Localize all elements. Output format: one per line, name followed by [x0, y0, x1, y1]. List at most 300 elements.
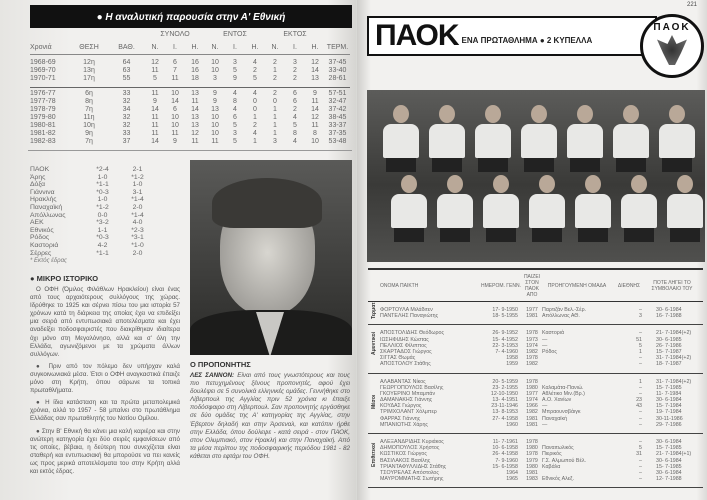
player-group	[368, 434, 703, 488]
player-cell: 1973	[526, 336, 538, 343]
table-cell: 2	[273, 59, 277, 66]
table-cell: 9	[153, 98, 157, 105]
table-cell: 11	[171, 75, 179, 82]
player-cell: 30- 6-1984	[656, 439, 682, 445]
result-cell: 1-1	[97, 226, 108, 234]
player-cell: 22- 3-1953	[492, 342, 518, 349]
result-cell: Εθνικός	[30, 226, 54, 234]
table-cell: 11	[151, 90, 159, 97]
table-cell: 5	[233, 122, 237, 129]
result-cell: *3-1	[131, 234, 144, 242]
player-cell: 13- 4-1951	[492, 397, 518, 404]
player-row	[380, 361, 703, 367]
table-cell: 11	[311, 122, 319, 129]
player-cell: –	[639, 469, 642, 476]
result-row	[30, 174, 155, 182]
player-cell: 31	[636, 451, 642, 458]
result-cell: *1-4	[131, 211, 144, 219]
player-row	[380, 476, 703, 482]
table-cell: 9	[173, 138, 177, 145]
column-header: Ι.	[233, 44, 237, 51]
column-header: ΗΜΕΡΟΜ. ΓΕΝΝ.	[481, 282, 521, 289]
table-cell: 53-48	[328, 138, 347, 145]
table-cell: 11	[311, 98, 319, 105]
column-header: ΘΕΣΗ	[79, 44, 99, 51]
result-cell: Δόξα	[30, 181, 46, 189]
group-away: ΕΚΤΟΣ	[283, 31, 307, 38]
coach-text: Είναι από τους γνωστότερους και τους πιο πετυχημένους ξένους προπονητές, αφού έχει δουλέψει σε 5 συνολικά ελληνικές ομάδες. Γεννήθηκε στο Λίβερπουλ της Αγγλίας πριν 52 χρόνια κι έπαιξε ποδόσφαιρο στη Λίβερπουλ. Σαν προπονητής εργάσθηκε σε δύο ομάδες της Α' κατηγορίας της Αγγλίας, στην Έβερτον δηλαδή και στην Άρσεναλ, και κατόπιν ήρθε στην Ελλάδα, όπου δούλεψε - κατά σειρά - στον ΠΑΟΚ, στον Ολυμπιακό, στον Ηρακλή και στην Παναχαϊκή. Από τα μέσα περίπου της ποδοσφαιρικής περιόδου 1981 - 82 κάθεται στο εφτάρι του ΟΦΗ.	[190, 372, 351, 460]
result-row	[30, 189, 155, 197]
table-cell: 10	[211, 59, 219, 66]
right-page	[357, 0, 707, 500]
player-cell: ΔΑΜΑΝΑΚΗΣ Γιάννης	[380, 397, 433, 404]
table-row	[30, 138, 350, 146]
player-cell: ΦΟΡΤΟΥΛΑ Μιλάδιτεν	[380, 307, 433, 313]
table-cell: 32	[122, 98, 131, 105]
result-cell: 4-0	[132, 219, 143, 227]
player-figure	[574, 175, 612, 262]
player-cell: ΠΑΝΤΕΛΗΣ Παναγιώτης	[380, 313, 439, 320]
result-row	[30, 166, 155, 174]
player-cell: 1980	[526, 445, 538, 452]
player-cell: 20- 5-1959	[492, 378, 518, 385]
player-cell: 30-11-1986	[656, 415, 683, 422]
player-group	[368, 325, 703, 373]
player-cell: ΙΩΣΗΦΙΔΗΣ Κώστας	[380, 336, 429, 343]
logo-text: ΠΑΟΚ	[653, 22, 691, 33]
player-cell: ΤΡΙΜΧΟΛΑΝΤ Χόλμπερ	[380, 409, 437, 416]
table-cell: 1	[273, 130, 277, 137]
player-cell: —	[542, 403, 548, 410]
table-cell: 34	[122, 106, 131, 113]
result-row	[30, 196, 155, 204]
table-cell: 0	[273, 98, 277, 105]
table-row	[30, 75, 350, 83]
table-cell: 7η	[85, 106, 93, 113]
team-title: ΠΑΟΚ	[375, 19, 459, 52]
player-cell: 15- 7-1985	[656, 445, 682, 452]
player-cell: 7- 4-1960	[495, 348, 518, 355]
history-paragraph: ● Στην Β' Εθνική θα κάνει μια καλή καριέρα και στην ανώτερη κατηγορία έχει δύο σειρές εμφανίσεων από τις οποίες, βέβαια, η δεύτερη που συνεχίζεται είναι σταθερή και εντυπωσιακή θα μπορούσε να πει κανείς ως προς μερικά αποτελέσματα του στην Κρήτη αλλά και εκτός έδρας.	[30, 427, 180, 475]
table-cell: 10η	[83, 122, 95, 129]
player-cell: –	[639, 361, 642, 368]
table-cell: 1978-79	[30, 106, 56, 113]
player-cell: 18- 7-1987	[656, 361, 682, 368]
table-cell: 28-61	[328, 75, 347, 82]
player-cell: –	[639, 355, 642, 362]
table-cell: 4	[253, 90, 257, 97]
player-cell: 1981	[526, 421, 538, 428]
result-cell: Γιάννινα	[30, 188, 55, 196]
player-cell: 1959	[506, 361, 518, 368]
table-cell: 32-47	[328, 98, 347, 105]
player-cell: 1982	[526, 361, 538, 368]
history-text	[30, 286, 180, 480]
table-cell: 55	[122, 75, 131, 82]
player-group	[368, 302, 703, 325]
table-cell: 32	[122, 122, 131, 129]
paok-logo	[640, 14, 704, 78]
player-cell	[542, 361, 612, 367]
player-cell: 15- 7-1984	[656, 403, 682, 410]
player-cell: Καστοριά	[542, 330, 565, 337]
result-cell: 2-0	[132, 203, 143, 211]
player-cell: 1978	[526, 355, 538, 362]
column-header: ΠΡΟΗΓΟΥΜΕΝΗ ΟΜΑΔΑ	[547, 282, 607, 289]
table-cell: 5	[293, 122, 297, 129]
player-cell: 30- 6-1984	[656, 457, 682, 464]
result-cell: ΠΑΟΚ	[30, 166, 50, 173]
result-row	[30, 219, 155, 227]
column-header: Η.	[191, 44, 199, 51]
table-cell: 1	[273, 106, 277, 113]
player-cell: 12-10-1950	[490, 390, 518, 397]
table-cell: 1979-80	[30, 114, 56, 121]
table-cell: 2	[293, 75, 297, 82]
table-cell: 1968-69	[30, 59, 56, 66]
table-cell: 5	[233, 67, 237, 74]
table-row	[30, 130, 350, 138]
table-cell: 4	[293, 138, 297, 145]
players-table	[368, 268, 703, 488]
player-cell: ΤΣΟΥΡΕΛΑΣ Απόστολος	[380, 469, 439, 476]
table-cell: 6	[293, 98, 297, 105]
player-row	[380, 313, 703, 319]
player-cell: 7- 9-1960	[495, 457, 518, 464]
player-cell: 26- 7-1986	[656, 342, 682, 349]
table-cell: 3	[293, 59, 297, 66]
player-cell: ΓΚΟΥΕΡΙΝΟ Μπαμπάν	[380, 390, 436, 397]
table-cell: 6	[173, 59, 177, 66]
group-home: ΕΝΤΟΣ	[223, 31, 247, 38]
table-cell: 9	[213, 98, 217, 105]
column-header: Ν.	[271, 44, 279, 51]
player-cell: 1965	[506, 476, 518, 483]
player-cell: –	[639, 421, 642, 428]
table-row	[30, 122, 350, 130]
table-cell: 1	[273, 122, 277, 129]
player-cell: —	[542, 342, 548, 349]
table-cell: 2	[253, 122, 257, 129]
player-cell: –	[639, 415, 642, 422]
player-cell: 23- 2-1955	[492, 384, 518, 391]
table-cell: 4	[233, 106, 237, 113]
table-cell: 10	[211, 130, 219, 137]
player-cell: —	[542, 336, 548, 343]
result-cell: Άρης	[30, 173, 46, 181]
column-header: ΒΑΘ.	[118, 44, 135, 51]
eagle-icon	[657, 35, 687, 65]
table-cell: 14	[151, 106, 159, 113]
table-cell: 11	[191, 98, 199, 105]
player-cell: –	[639, 409, 642, 416]
table-cell: 10	[171, 122, 179, 129]
player-cell: 1980	[526, 463, 538, 470]
player-cell: –	[639, 390, 642, 397]
player-cell: 3	[639, 313, 642, 320]
player-cell: ΑΛΕΞΑΝΔΡΙΔΗΣ Κυριάκος	[380, 439, 444, 445]
table-cell: 38-45	[328, 114, 347, 121]
player-cell: 16- 7-1988	[656, 313, 682, 320]
player-cell: 31- 7-1984(+2)	[656, 378, 692, 385]
player-cell: 1	[639, 348, 642, 355]
column-header: ΟΝΟΜΑ ΠΑΙΚΤΗ	[380, 282, 419, 289]
result-cell: Ρόδος	[30, 234, 50, 242]
table-cell: 13	[191, 122, 199, 129]
column-header: ΤΕΡΜ.	[326, 44, 349, 51]
table-cell: 33-40	[328, 67, 347, 74]
player-cell: 1978	[526, 451, 538, 458]
table-cell: 11η	[83, 114, 95, 121]
player-cell: ΜΠΑΝΙΩΤΗΣ Χάρης	[380, 421, 428, 428]
player-cell: 19- 7-1984	[656, 409, 682, 416]
column-header: Ι.	[293, 44, 297, 51]
page-number: 221	[686, 2, 697, 8]
player-cell: 1966	[526, 403, 538, 410]
table-cell: 11	[211, 138, 219, 145]
player-cell: 1958	[506, 355, 518, 362]
table-cell: 3	[233, 130, 237, 137]
table-cell: 37-42	[328, 106, 347, 113]
player-cell: Αθλέτικο Μιν.(Βρ.)	[542, 390, 585, 397]
table-cell: 7	[173, 67, 177, 74]
player-figure	[620, 175, 658, 262]
player-figure	[528, 175, 566, 262]
player-cell: –	[639, 307, 642, 313]
player-row	[380, 422, 703, 428]
table-cell: 4	[293, 114, 297, 121]
result-cell: 2-0	[132, 249, 143, 257]
table-cell: 6η	[85, 90, 93, 97]
table-row	[30, 114, 350, 122]
table-cell: 6	[293, 90, 297, 97]
column-header: Η.	[311, 44, 319, 51]
player-cell: 15- 7-1985	[656, 463, 682, 470]
player-cell: Παναιτωλικός	[542, 445, 574, 452]
player-cell: 12- 7-1988	[656, 476, 682, 483]
table-cell: 3	[273, 138, 277, 145]
column-header: ΔΙΕΘΝΗΣ	[617, 282, 641, 289]
player-cell: ΑΠΟΣΤΟΛΙΔΗΣ Θεόδωρος	[380, 330, 445, 337]
player-cell: 21- 7-1984(+2)	[656, 330, 692, 337]
table-cell: 1	[253, 138, 257, 145]
table-row	[30, 98, 350, 106]
player-cell: Καβάλα	[542, 463, 561, 470]
table-cell: 11	[171, 130, 179, 137]
table-cell: 3	[233, 59, 237, 66]
title-box	[367, 16, 657, 56]
result-cell: *0-3	[96, 234, 109, 242]
column-header: Ν.	[151, 44, 159, 51]
result-cell: Ηρακλής	[30, 196, 57, 204]
player-cell: 11- 7-1984	[656, 390, 682, 397]
table-cell: 14	[311, 106, 319, 113]
player-cell: 1982	[526, 348, 538, 355]
result-cell: Παναχαϊκή	[30, 203, 63, 211]
result-cell: *0-3	[96, 188, 109, 196]
player-cell: 18- 5-1955	[492, 313, 518, 320]
table-cell: 8η	[85, 98, 93, 105]
table-cell: 33	[122, 90, 131, 97]
player-cell: 1	[639, 378, 642, 385]
table-cell: 1969-70	[30, 67, 56, 74]
result-cell: 1-0	[97, 173, 108, 181]
table-cell: 9	[233, 75, 237, 82]
player-cell: 1974	[526, 342, 538, 349]
player-cell: 15- 6-1958	[492, 463, 518, 470]
player-cell: 21- 7-1984(+1)	[656, 451, 692, 458]
table-cell: 1	[273, 67, 277, 74]
player-cell: 23-11-1946	[491, 403, 518, 410]
table-cell: 13	[191, 114, 199, 121]
table-cell: 13	[191, 90, 199, 97]
table-cell: 13η	[83, 67, 95, 74]
column-header: Ν.	[211, 44, 219, 51]
player-cell: 51	[636, 336, 642, 343]
table-cell: 8	[233, 98, 237, 105]
table-cell: 1977-78	[30, 98, 56, 105]
player-cell: Καλαμάτα-Πανιώ.	[542, 384, 584, 391]
player-cell: 1981	[526, 469, 538, 476]
team-photo	[367, 90, 705, 262]
player-cell: Εθνικός Αλεξ.	[542, 476, 574, 483]
player-cell: 27- 4-1958	[492, 415, 518, 422]
table-cell: 12	[311, 59, 319, 66]
table-cell: 2	[293, 106, 297, 113]
table-cell: 5	[153, 75, 157, 82]
player-cell: 30- 6-1984	[656, 307, 682, 313]
player-cell: 23	[636, 397, 642, 404]
table-cell: 4	[253, 59, 257, 66]
coach-bio	[190, 372, 350, 461]
table-cell: 10	[311, 138, 319, 145]
column-header: Ι.	[173, 44, 177, 51]
table-cell: 37-35	[328, 130, 347, 137]
player-cell: 13- 8-1953	[492, 409, 518, 416]
player-cell: 1964	[506, 469, 518, 476]
table-cell: 17η	[83, 75, 95, 82]
player-cell: ΑΛΑΒΑΝΤΑΣ Νίκος	[380, 378, 426, 385]
player-cell: 1981	[526, 313, 538, 320]
table-row	[30, 90, 350, 98]
player-cell: 1960	[506, 421, 518, 428]
table-cell: 1970-71	[30, 75, 56, 82]
player-cell: 1974	[526, 397, 538, 404]
player-cell: 15- 4-1952	[492, 336, 518, 343]
table-cell: 12	[191, 130, 199, 137]
result-cell: *2-4	[96, 166, 109, 173]
history-paragraph: Ο ΟΦΗ (Όμιλος Φιλάθλων Ηρακλείου) είναι ένας από τους αρχαιότερους συλλόγους της χώρας. Ιδρύθηκε το 1925 και σέρνει πίσω του μια ιστορία 57 χρόνων κατά τη διάρκεια της οποίας έχει να επιδείξει μια σειρά από εντυπωσιακά αποτελέσματα και έχει αναδείξει ποδοσφαιριστές που διακρίθηκαν ιδιαίτερα όχι μόνο στη Μεγαλόνησο, αλλά και σ' όλη την Ελλάδα, αγωνιζόμενοι με τα χρώματα άλλων συλλόγων.	[30, 286, 180, 358]
player-cell: 15- 7-1987	[656, 348, 682, 355]
player-cell: ΑΠΟΣΤΟΛΟΥ Στάθης	[380, 361, 431, 368]
table-cell: 2	[253, 67, 257, 74]
table-cell: 32	[122, 114, 131, 121]
result-cell: *1-1	[96, 249, 109, 257]
result-row	[30, 181, 155, 189]
player-cell: 1979	[526, 457, 538, 464]
result-cell: *3-2	[96, 219, 109, 227]
player-cell: Ρόδος	[542, 348, 557, 355]
table-cell: 33-37	[328, 122, 347, 129]
player-cell: 1978	[526, 330, 538, 337]
player-cell: ΤΡΙΑΝΤΑΦΥΛΛΙΔΗΣ Στάθης	[380, 463, 447, 470]
table-cell: 3	[213, 75, 217, 82]
player-cell: ΔΗΜΟΠΟΥΛΟΣ Χρήστος	[380, 445, 440, 452]
table-cell: 10	[211, 67, 219, 74]
table-cell: 13	[311, 75, 319, 82]
table-cell: 10	[171, 114, 179, 121]
result-row	[30, 212, 155, 220]
player-cell: 17- 9-1950	[492, 307, 518, 313]
player-cell: 43	[636, 403, 642, 410]
player-cell: —	[542, 421, 548, 428]
result-cell: *1-0	[131, 241, 144, 249]
player-cell: Παναχαϊκή	[542, 415, 568, 422]
team-subtitle: ΕΝΑ ΠΡΩΤΑΘΛΗΜΑ ● 2 ΚΥΠΕΛΛΑ	[461, 35, 593, 45]
player-cell: 30- 6-1984	[656, 397, 682, 404]
table-cell: 10	[211, 122, 219, 129]
table-cell: 0	[253, 106, 257, 113]
stats-table	[30, 31, 350, 146]
table-cell: 1	[273, 114, 277, 121]
table-cell: 2	[273, 75, 277, 82]
result-cell: *1-4	[131, 196, 144, 204]
history-title: ● ΜΙΚΡΟ ΙΣΤΟΡΙΚΟ	[30, 274, 99, 283]
player-cell: 30- 6-1984	[656, 469, 682, 476]
table-cell: 16	[191, 67, 199, 74]
player-cell: 1983	[526, 476, 538, 483]
player-cell: 30- 6-1985	[656, 336, 682, 343]
table-cell: 10	[211, 114, 219, 121]
player-cell: ΣΚΑΡΤΑΔΟΣ Γιώργος	[380, 348, 432, 355]
player-cell: Παρτιζάν Βελ.-Σέρ.	[542, 307, 587, 313]
table-cell: 6	[173, 106, 177, 113]
result-cell: 1-0	[97, 196, 108, 204]
result-row	[30, 242, 155, 250]
player-cell: 31- 7-1984(+2)	[656, 355, 692, 362]
players-header	[368, 268, 703, 302]
result-cell: Απόλλωνας	[30, 211, 66, 219]
table-cell: 1982-83	[30, 138, 56, 145]
player-cell: 1981	[526, 415, 538, 422]
table-cell: 5	[253, 75, 257, 82]
player-cell: 5	[639, 342, 642, 349]
table-cell: 37	[122, 138, 131, 145]
group-label: Αμυντικοί	[371, 331, 377, 355]
player-figure	[666, 175, 704, 262]
player-cell: 1982	[526, 409, 538, 416]
result-row	[30, 250, 155, 258]
player-cell: 10- 6-1958	[492, 445, 518, 452]
player-cell: 1977	[526, 390, 538, 397]
player-cell: ΜΑΥΡΟΜΜΑΤΗΣ Σωτήρης	[380, 476, 444, 483]
result-cell: ΑΕΚ	[30, 219, 44, 227]
player-cell: ΠΕΛΛΙΟΣ Φίλιππος	[380, 342, 427, 349]
history-paragraph: ● Πριν από τον πόλεμο δεν υπήρχαν καλά συγκοινωνιακά μέσα. Έτσι ο ΟΦΗ αναγκαστικά έπαιζε μόνο στη Κρήτη, όπου σάρωνε τα τοπικά πρωταθλήματα.	[30, 362, 180, 395]
player-cell: ΚΩΣΤΙΚΟΣ Γιώργος	[380, 451, 427, 458]
player-cell: Γ.Σ. Αλμωπού Βέλ.	[542, 457, 586, 464]
section-header: ● Η αναλυτική παρουσία στην Α' Εθνική	[30, 5, 352, 28]
player-figure	[482, 175, 520, 262]
table-cell: 11	[151, 114, 159, 121]
player-cell: 26- 9-1952	[492, 330, 518, 337]
results-list	[30, 166, 155, 257]
table-cell: 9	[313, 90, 317, 97]
table-cell: 1	[253, 114, 257, 121]
player-cell: ΦΑΡΡΑΣ Γιάννης	[380, 415, 421, 422]
result-cell: *2-3	[131, 226, 144, 234]
table-cell: 4	[233, 90, 237, 97]
